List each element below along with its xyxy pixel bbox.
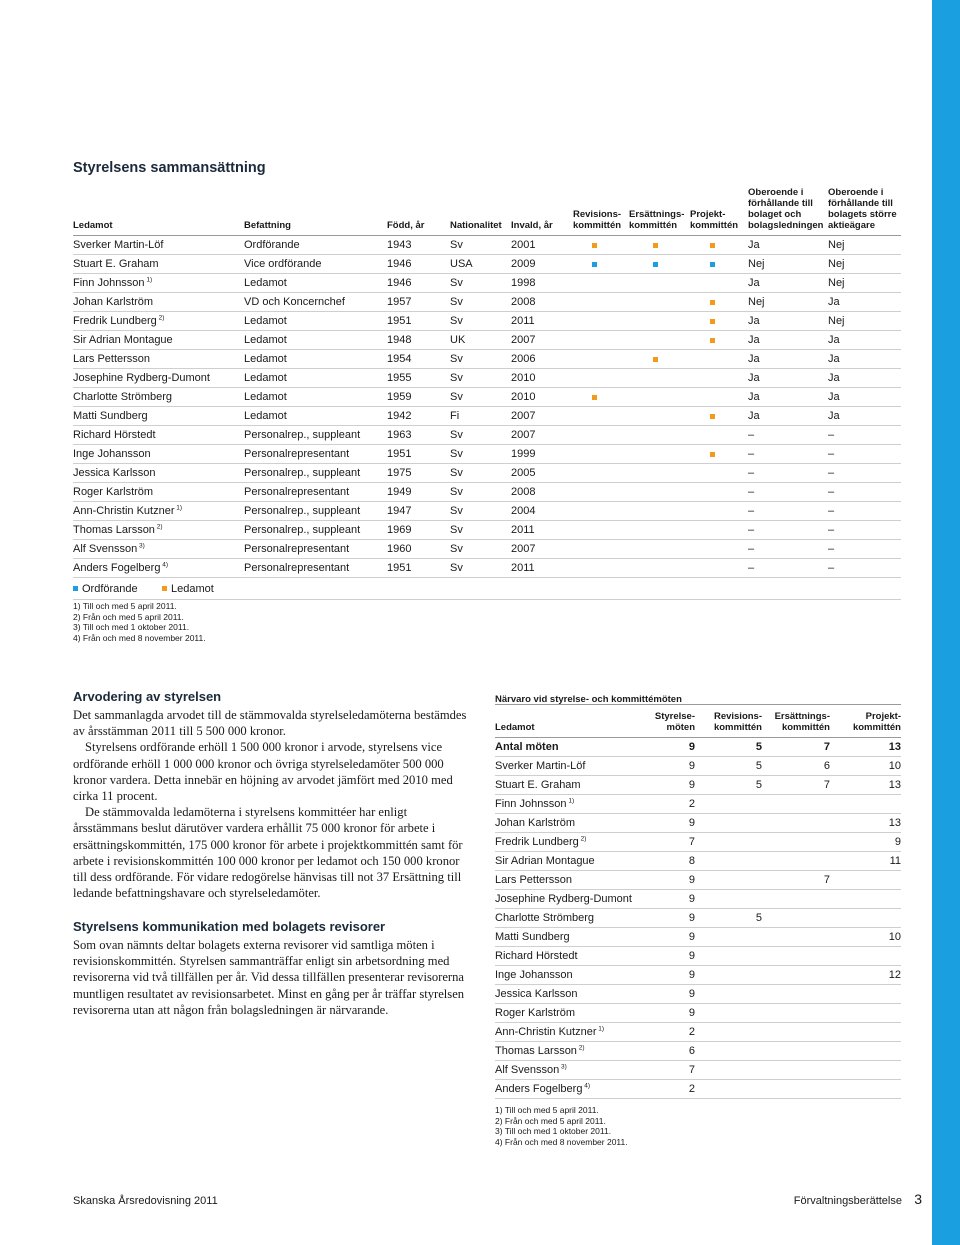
footnote: 3) Till och med 1 oktober 2011. [495,1126,612,1136]
attendance-row [495,1023,901,1042]
footnote-ref: 1) [566,797,575,805]
board-row [73,483,901,502]
independent-owners: Nej [828,277,845,289]
independent-company: – [748,505,755,517]
member-elected: 2007 [511,334,536,346]
audit-meetings: 5 [755,912,762,924]
board-meetings: 9 [688,912,695,924]
member-elected: 1998 [511,277,536,289]
board-row [73,312,901,331]
project-committee-marker [710,319,715,324]
header-nationality: Nationalitet [450,220,502,231]
footnote: 2) Från och med 5 april 2011. [73,611,184,622]
audit-meetings: 5 [755,779,762,791]
header-elected: Invald, år [511,220,553,231]
member-role: Ledamot [244,334,287,346]
project-committee-marker [710,300,715,305]
attendance-row [495,833,901,852]
board-meetings: 6 [688,1045,695,1057]
member-born: 1969 [387,524,412,536]
independent-owners: – [828,467,835,479]
member-elected: 2011 [511,562,535,574]
member-nationality: Sv [450,353,463,365]
project-meetings: 13 [888,741,901,753]
independent-company: – [748,562,755,574]
header-project: Projekt- kommittén [690,209,739,231]
attendance-row [495,985,901,1004]
member-name: Finn Johnsson $^{1)}$ [73,276,153,289]
board-composition-title: Styrelsens sammansättning [73,160,266,176]
project-meetings: 10 [888,931,901,943]
board-footnotes [73,601,206,643]
member-role: Personalrepresentant [244,543,350,555]
member-born: 1959 [387,391,412,403]
board-row [73,407,901,426]
member-born: 1963 [387,429,412,441]
member-name: Matti Sundberg [495,931,570,943]
member-name: Inge Johansson [495,969,573,981]
independent-owners: – [828,448,835,460]
attendance-row [495,852,901,871]
footnote: 2) Från och med 5 april 2011. [495,1115,606,1126]
independent-owners: – [828,562,835,574]
attendance-row [495,1080,901,1099]
comp-committee-marker [653,357,658,362]
member-role: Personalrep., suppleant [244,505,361,517]
member-name: Roger Karlström [73,486,154,498]
attendance-table-body [495,738,901,1099]
member-role: Ledamot [244,410,287,422]
footnote: 1) Till och med 5 april 2011. [73,601,177,611]
member-elected: 2004 [511,505,536,517]
attendance-row [495,890,901,909]
member-name: Finn Johnsson $^{1)}$ [495,797,575,810]
member-born: 1949 [387,486,412,498]
remuneration-heading: Arvodering av styrelsen [73,689,222,704]
independent-company: Ja [748,239,760,251]
paragraph: Det sammanlagda arvodet till de stämmovalda styrelseledamöterna bestämdes av årsstämman 2011 till 5 500 000 kronor. [73,708,467,739]
board-meetings: 9 [688,1007,695,1019]
member-role: Ledamot [244,315,287,327]
member-born: 1948 [387,334,412,346]
member-born: 1951 [387,562,412,574]
member-nationality: Sv [450,296,463,308]
project-meetings: 13 [888,779,901,791]
independent-company: Ja [748,410,760,422]
footnote-ref: 2) [578,835,587,843]
member-elected: 2007 [511,410,536,422]
legend-chair-marker [73,586,78,591]
member-name: Sir Adrian Montague [495,855,595,867]
paragraph: Som ovan nämnts deltar bolagets externa revisorer vid samtliga möten i revisionskommittén. Styrelsen sammanträffar enligt sin arbetsordning med revisorerna vid två tillfällen per år. Vid dessa tillfällen presenterar revisorerna muntligen resultatet av revisionsarbetet. Minst en gång per år träffar styrelsen revisorerna utan att någon från bolagsledningen är närvarande. [73,938,465,1017]
member-elected: 2007 [511,429,536,441]
member-nationality: Sv [450,448,463,460]
member-role: Personalrepresentant [244,448,350,460]
member-nationality: Sv [450,543,463,555]
member-role: Personalrepresentant [244,562,350,574]
member-born: 1946 [387,258,412,270]
member-elected: 2010 [511,372,536,384]
independent-company: Ja [748,315,760,327]
board-meetings: 9 [688,950,695,962]
member-name: Richard Hörstedt [73,429,156,441]
independent-owners: Ja [828,410,840,422]
member-name: Richard Hörstedt [495,950,578,962]
board-meetings: 9 [688,969,695,981]
attendance-table [495,704,901,1099]
attendance-title: Närvaro vid styrelse- och kommittémöten [495,694,682,705]
member-born: 1975 [387,467,412,479]
member-name: Charlotte Strömberg [495,912,595,924]
member-nationality: Sv [450,429,463,441]
member-role: Ledamot [244,391,287,403]
att-header-name: Ledamot [495,722,535,733]
attendance-row [495,871,901,890]
project-committee-marker [710,452,715,457]
member-elected: 2008 [511,296,536,308]
member-elected: 2005 [511,467,536,479]
member-born: 1942 [387,410,412,422]
member-elected: 2010 [511,391,536,403]
page-number: 3 [914,1191,922,1207]
footnote-ref: 1) [174,504,183,512]
audit-meetings: 5 [755,741,762,753]
attendance-row [495,1004,901,1023]
header-compensation: Ersättnings- kommittén [629,209,685,231]
independent-company: – [748,543,755,555]
member-name: Lars Pettersson [495,874,573,886]
member-name: Fredrik Lundberg $^{2)}$ [495,835,587,848]
attendance-row [495,1061,901,1080]
member-name: Inge Johansson [73,448,151,460]
independent-company: – [748,429,755,441]
member-name: Jessica Karlsson [495,988,578,1000]
member-born: 1943 [387,239,412,251]
attendance-row [495,776,901,795]
member-born: 1951 [387,448,412,460]
attendance-row [495,1042,901,1061]
footnote-ref: 2) [156,314,165,322]
attendance-row [495,814,901,833]
att-header-project: Projekt- kommittén [852,711,901,733]
attendance-row [495,947,901,966]
footnote: 4) Från och med 8 november 2011. [73,632,206,643]
independent-company: Ja [748,334,760,346]
independent-company: – [748,524,755,536]
member-name: Sverker Martin-Löf [73,239,164,251]
independent-owners: Ja [828,334,840,346]
header-independent-owners: Oberoende i förhållande till bolagets större aktieägare [828,187,897,231]
independent-owners: Ja [828,296,840,308]
board-meetings: 7 [688,1064,695,1076]
independent-owners: Ja [828,391,840,403]
board-row [73,236,901,255]
independent-owners: – [828,524,835,536]
independent-company: Nej [748,296,765,308]
attendance-row [495,909,901,928]
board-meetings: 9 [688,931,695,943]
independent-company: – [748,486,755,498]
compensation-meetings: 7 [823,874,830,886]
compensation-meetings: 7 [823,779,830,791]
board-row [73,388,901,407]
side-color-strip [932,0,960,1245]
board-row [73,369,901,388]
member-nationality: Sv [450,277,463,289]
member-nationality: Sv [450,562,463,574]
communication-text [73,937,471,1018]
board-row [73,293,901,312]
independent-company: Ja [748,277,760,289]
board-meetings: 9 [688,988,695,1000]
comp-committee-marker [653,243,658,248]
project-meetings: 9 [894,836,901,848]
member-nationality: Sv [450,239,463,251]
attendance-row [495,966,901,985]
legend-member-label: Ledamot [171,583,214,595]
member-name: Lars Pettersson [73,353,151,365]
member-nationality: Sv [450,467,463,479]
att-header-audit: Revisions- kommittén [713,711,762,733]
independent-company: Ja [748,391,760,403]
member-nationality: Sv [450,315,463,327]
member-born: 1960 [387,543,412,555]
independent-company: – [748,448,755,460]
independent-owners: Ja [828,372,840,384]
board-meetings: 2 [688,798,695,810]
communication-heading: Styrelsens kommunikation med bolagets revisorer [73,919,386,934]
member-name: Fredrik Lundberg $^{2)}$ [73,314,165,327]
board-row [73,521,901,540]
independent-owners: Nej [828,315,845,327]
project-committee-marker [710,338,715,343]
legend-member-marker [162,586,167,591]
independent-owners: Nej [828,239,845,251]
board-row [73,559,901,578]
member-name: Thomas Larsson $^{2)}$ [73,523,163,536]
member-name: Anders Fogelberg $^{4)}$ [495,1082,591,1095]
board-meetings: 9 [688,760,695,772]
member-role: Ledamot [244,372,287,384]
project-meetings: 10 [888,760,901,772]
board-row [73,255,901,274]
independent-company: Nej [748,258,765,270]
member-elected: 2011 [511,315,535,327]
member-name: Roger Karlström [495,1007,576,1019]
member-elected: 2001 [511,239,536,251]
project-meetings: 12 [888,969,901,981]
footer-section: Förvaltningsberättelse [793,1195,902,1207]
board-table-header [73,182,901,236]
member-role: Personalrep., suppleant [244,429,361,441]
board-meetings: 9 [688,741,695,753]
footer-publication: Skanska Årsredovisning 2011 [73,1195,218,1207]
member-nationality: UK [450,334,466,346]
member-elected: 1999 [511,448,536,460]
member-role: Personalrepresentant [244,486,350,498]
independent-owners: – [828,505,835,517]
header-independent-company: Oberoende i förhållande till bolaget och bolagsledningen [748,187,824,231]
member-role: Ledamot [244,277,287,289]
audit-committee-marker [592,262,597,267]
header-audit: Revisions- kommittén [573,209,622,231]
board-meetings: 9 [688,874,695,886]
member-name: Ann-Christin Kutzner $^{1)}$ [73,504,183,517]
member-role: Personalrep., suppleant [244,467,361,479]
member-name: Josephine Rydberg-Dumont [495,893,632,905]
member-name: Johan Karlström [495,817,576,829]
board-row [73,331,901,350]
footnote-ref: 1) [144,276,153,284]
board-composition-table [73,182,901,600]
attendance-row [495,928,901,947]
paragraph: De stämmovalda ledamöterna i styrelsens kommittéer har enligt årsstämmans beslut därutöver vardera erhållit 75 000 kronor för arbete i ersättningskommittén, 175 000 kronor för arbete i projektkommittén samt för arbete i revisionskommittén 100 000 kronor per ledamot och 150 000 kronor till dess ordförande. För vidare redogörelse hänvisas till not 37 Ersättning till ledande befattningshavare och styrelseledamöter. [73,805,463,901]
footnote-ref: 2) [576,1044,585,1052]
compensation-meetings: 7 [823,741,830,753]
member-nationality: Sv [450,505,463,517]
independent-owners: Nej [828,258,845,270]
member-born: 1951 [387,315,412,327]
project-committee-marker [710,414,715,419]
footnote-ref: 4) [160,561,169,569]
header-born: Född, år [387,220,425,231]
board-meetings: 9 [688,779,695,791]
member-name: Johan Karlström [73,296,154,308]
audit-meetings: 5 [755,760,762,772]
footnote: 4) Från och med 8 november 2011. [495,1136,628,1147]
member-elected: 2008 [511,486,536,498]
member-nationality: Sv [450,372,463,384]
member-role: Ledamot [244,353,287,365]
independent-company: Ja [748,372,760,384]
independent-company: – [748,467,755,479]
attendance-footnotes [495,1105,628,1147]
member-born: 1947 [387,505,412,517]
member-born: 1955 [387,372,412,384]
board-row [73,502,901,521]
member-nationality: Fi [450,410,460,422]
board-meetings: 7 [688,836,695,848]
project-committee-marker [710,243,715,248]
member-name: Anders Fogelberg $^{4)}$ [73,561,169,574]
member-nationality: Sv [450,486,463,498]
board-legend [73,578,901,600]
board-row [73,445,901,464]
member-name: Jessica Karlsson [73,467,156,479]
member-elected: 2007 [511,543,536,555]
footnote-ref: 2) [154,523,163,531]
member-name: Stuart E. Graham [495,779,581,791]
independent-owners: – [828,486,835,498]
member-role: VD och Koncernchef [244,296,345,308]
member-name: Antal möten [495,741,559,753]
att-header-board: Styrelse- möten [654,711,695,733]
member-name: Alf Svensson $^{3)}$ [73,542,145,555]
member-name: Josephine Rydberg-Dumont [73,372,210,384]
project-meetings: 11 [889,855,901,867]
project-committee-marker [710,262,715,267]
footnote-ref: 4) [582,1082,591,1090]
board-meetings: 9 [688,817,695,829]
independent-company: Ja [748,353,760,365]
remuneration-text [73,707,471,901]
attendance-row [495,738,901,757]
board-row [73,274,901,293]
attendance-row [495,795,901,814]
board-meetings: 9 [688,893,695,905]
board-table-body [73,236,901,578]
member-role: Personalrep., suppleant [244,524,361,536]
att-header-compensation: Ersättnings- kommittén [774,711,830,733]
member-role: Vice ordförande [244,258,322,270]
member-born: 1946 [387,277,412,289]
member-name: Sverker Martin-Löf [495,760,586,772]
footnote-ref: 3) [137,542,145,550]
member-elected: 2011 [511,524,535,536]
member-name: Ann-Christin Kutzner $^{1)}$ [495,1025,605,1038]
board-row [73,426,901,445]
footnote: 3) Till och med 1 oktober 2011. [73,622,190,632]
member-born: 1957 [387,296,412,308]
member-elected: 2009 [511,258,536,270]
audit-committee-marker [592,243,597,248]
footnote-ref: 3) [559,1063,567,1071]
member-name: Thomas Larsson $^{2)}$ [495,1044,585,1057]
board-row [73,464,901,483]
member-name: Sir Adrian Montague [73,334,173,346]
board-row [73,540,901,559]
attendance-row [495,757,901,776]
member-name: Alf Svensson $^{3)}$ [495,1063,567,1076]
independent-owners: – [828,429,835,441]
footnote-ref: 1) [596,1025,605,1033]
member-nationality: USA [450,258,473,270]
board-meetings: 8 [688,855,695,867]
attendance-table-header [495,705,901,738]
member-name: Stuart E. Graham [73,258,159,270]
paragraph: Styrelsens ordförande erhöll 1 500 000 kronor i arvode, styrelsens vice ordförande erhöll 1 000 000 kronor och övriga styrelseledamöter 500 000 kronor vardera. Detta innebär en höjning av arvodet jämfört med 2010 med cirka 11 procent. [73,740,453,804]
member-elected: 2006 [511,353,536,365]
compensation-meetings: 6 [823,760,830,772]
member-nationality: Sv [450,391,463,403]
board-meetings: 2 [688,1083,695,1095]
legend-chair-label: Ordförande [82,583,138,595]
member-born: 1954 [387,353,412,365]
independent-owners: – [828,543,835,555]
board-row [73,350,901,369]
member-nationality: Sv [450,524,463,536]
board-meetings: 2 [688,1026,695,1038]
header-name: Ledamot [73,220,113,231]
header-role: Befattning [244,220,291,231]
comp-committee-marker [653,262,658,267]
member-name: Charlotte Strömberg [73,391,173,403]
independent-owners: Ja [828,353,840,365]
member-name: Matti Sundberg [73,410,148,422]
member-role: Ordförande [244,239,300,251]
project-meetings: 13 [888,817,901,829]
audit-committee-marker [592,395,597,400]
footnote: 1) Till och med 5 april 2011. [495,1105,599,1115]
